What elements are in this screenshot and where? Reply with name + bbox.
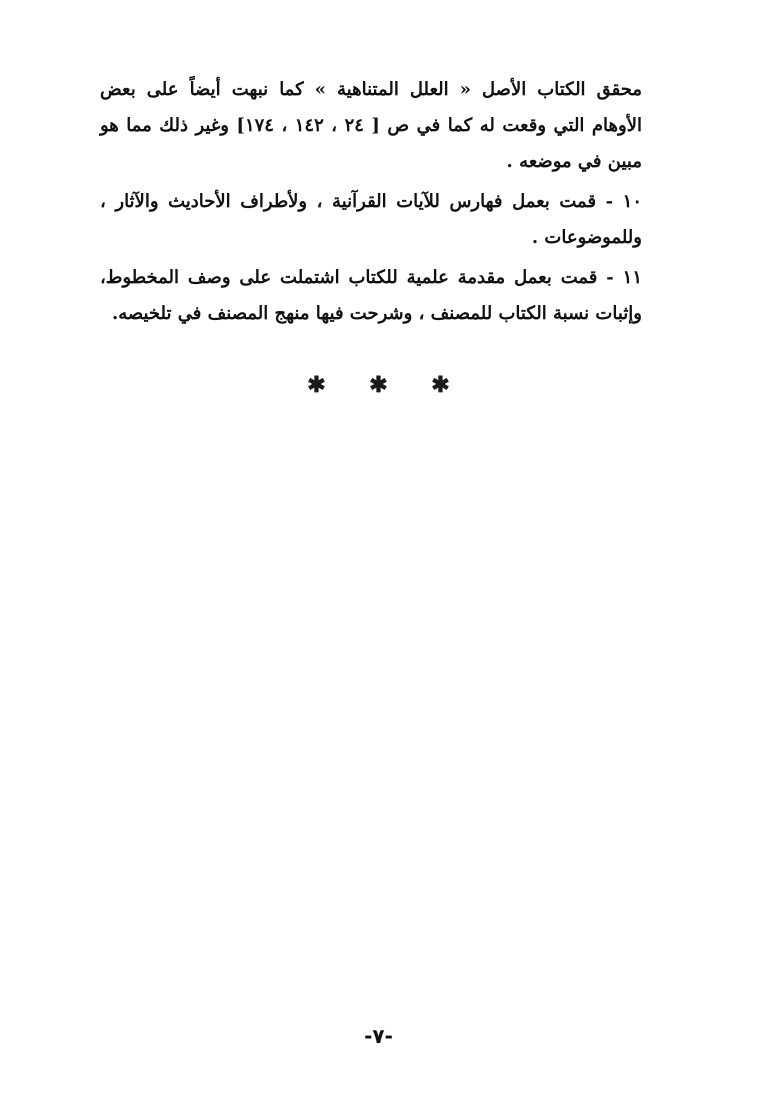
section-divider — [0, 372, 757, 398]
page-number: -٧- — [364, 1024, 393, 1048]
asterisk-ornament-icon: ✱ — [369, 372, 388, 398]
paragraph-item-11: ١١ - قمت بعمل مقدمة علمية للكتاب اشتملت على وصف المخطوط، وإثبات نسبة الكتاب للمصنف ، وشرحت فيها منهج المصنف في تلخيصه. — [100, 267, 642, 324]
paragraph-item-10: ١٠ - قمت بعمل فهارس للآيات القرآنية ، ولأطراف الأحاديث والآثار ، وللموضوعات . — [100, 191, 642, 248]
body-text — [100, 72, 642, 332]
asterisk-ornament-icon: ✱ — [431, 372, 450, 398]
paragraph-continuation: محقق الكتاب الأصل « العلل المتناهية » كما نبهت أيضاً على بعض الأوهام التي وقعت له كما في ص [ ٢٤ ، ١٤٢ ، ١٧٤] وغير ذلك مما هو مبين في موضعه . — [100, 79, 642, 172]
asterisk-ornament-icon: ✱ — [307, 372, 326, 398]
